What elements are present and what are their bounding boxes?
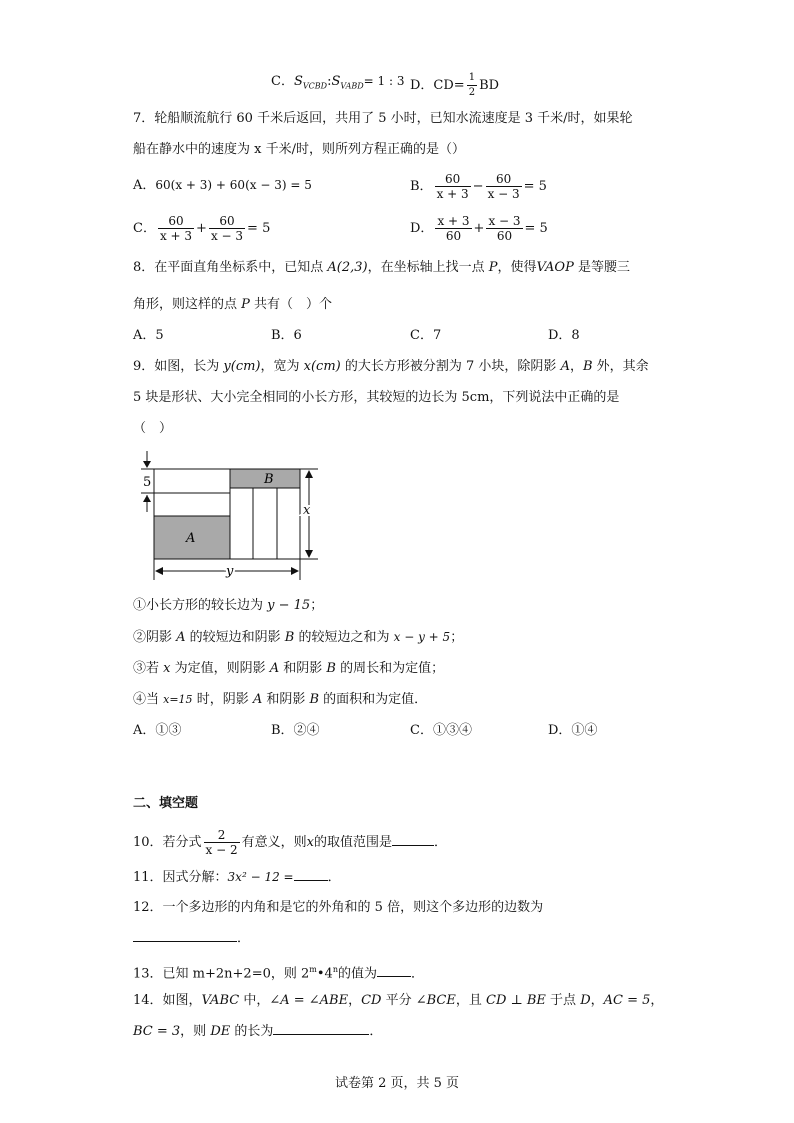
q9-s1a: 9．如图，长为 bbox=[133, 359, 224, 374]
q7-b-eq: = 5 bbox=[523, 179, 547, 194]
q9-vert-rect-1 bbox=[230, 488, 253, 559]
q9-s2-A: A bbox=[176, 630, 186, 645]
q7-d-label: D． bbox=[410, 221, 434, 236]
q9-stem-line3: （ ） bbox=[133, 421, 173, 436]
q9-small-rect-1 bbox=[154, 469, 230, 493]
q14-d: 平分 bbox=[381, 993, 416, 1008]
q9-s4-a: ④当 bbox=[133, 692, 164, 707]
q14-g: ， bbox=[590, 993, 604, 1008]
q12-line2 bbox=[133, 929, 250, 949]
q9-s2-d: ； bbox=[450, 630, 464, 645]
q14-b: 中， bbox=[239, 993, 270, 1008]
q12-answer-blank[interactable] bbox=[133, 929, 237, 942]
q7-c-den1: x + 3 bbox=[159, 229, 193, 243]
q9-label-a: A bbox=[186, 531, 196, 546]
q6-d-den: 2 bbox=[468, 87, 476, 98]
q7-c-eq: = 5 bbox=[247, 221, 271, 236]
q14-cd: CD bbox=[361, 993, 382, 1008]
q8-s1c: ，使得 bbox=[497, 260, 537, 275]
q14-i: ，则 bbox=[180, 1024, 211, 1039]
page-footer: 试卷第 2 页，共 5 页 bbox=[334, 1076, 460, 1091]
q11 bbox=[133, 867, 341, 888]
q9-comma: ， bbox=[569, 359, 583, 374]
q7-d-eq: = 5 bbox=[524, 221, 548, 236]
q7-b-den1: x + 3 bbox=[436, 187, 469, 201]
q6-d-label: D．CD= bbox=[410, 78, 465, 93]
q10-b: 有意义，则 bbox=[241, 835, 307, 850]
q9-s2-B: B bbox=[284, 630, 295, 645]
q7-d-den1: 60 bbox=[445, 229, 462, 243]
q9-s3-b: 为定值，则阴影 bbox=[170, 661, 270, 676]
q7-d-op: + bbox=[473, 221, 485, 236]
q9-statement-2 bbox=[133, 627, 463, 648]
q9-option-c[interactable]: C．①③④ bbox=[410, 723, 472, 738]
q9-x-unit: x(cm) bbox=[303, 359, 341, 374]
q7-stem-line1: 7．轮船顺流航行 60 千米后返回，共用了 5 小时，已知水流速度是 3 千米/时，如果轮 bbox=[133, 111, 633, 126]
q8-s1a: 8．在平面直角坐标系中，已知点 bbox=[133, 260, 328, 275]
q9-vert-rect-2 bbox=[253, 488, 277, 559]
q7-c-op: + bbox=[196, 221, 207, 236]
q8-option-b[interactable]: B．6 bbox=[271, 328, 302, 343]
q7-b-num1: 60 bbox=[435, 172, 471, 187]
q10 bbox=[133, 828, 447, 857]
q6-c-s2-sub: VABD bbox=[340, 81, 364, 91]
q9-label-b: B bbox=[264, 472, 274, 487]
q9-y-arrowhead-left bbox=[155, 567, 163, 575]
q14-end: ． bbox=[369, 1024, 383, 1039]
q10-answer-blank[interactable] bbox=[392, 833, 434, 846]
q7-b-num2: 60 bbox=[486, 172, 522, 187]
q14-h: ， bbox=[650, 993, 664, 1008]
q14-ac: AC = 5 bbox=[603, 993, 651, 1008]
q7-d-num1: x + 3 bbox=[437, 214, 470, 228]
q14-c: ， bbox=[348, 993, 362, 1008]
q9-s3-A: A bbox=[269, 661, 280, 676]
q9-s3-B: B bbox=[326, 661, 336, 676]
q9-y-unit: y(cm) bbox=[223, 359, 261, 374]
q7-a-expr: 60(x + 3) + 60(x − 3) = 5 bbox=[155, 178, 312, 192]
q9-small-rect-2 bbox=[154, 493, 230, 516]
q9-x-arrowhead-up bbox=[305, 470, 313, 478]
q9-s4-A: A bbox=[252, 692, 263, 707]
q6-d-num: 1 bbox=[467, 71, 477, 86]
q9-statement-1 bbox=[133, 596, 323, 616]
q9-option-a[interactable]: A．①③ bbox=[133, 723, 182, 738]
q9-s1c: 的大长方形被分割为 7 小块，除阴影 bbox=[340, 359, 561, 374]
q9-s1-a: ①小长方形的较长边为 bbox=[133, 598, 268, 613]
q9-statement-3 bbox=[133, 659, 444, 679]
q9-s2-c: 的较短边之和为 bbox=[294, 630, 394, 645]
q9-s2-a: ②阴影 bbox=[133, 630, 177, 645]
q9-s1-b: ； bbox=[310, 598, 324, 613]
q7-stem-line2: 船在静水中的速度为 x 千米/时，则所列方程正确的是（） bbox=[133, 142, 465, 157]
q8-option-d[interactable]: D．8 bbox=[548, 328, 580, 343]
q8-s1b: ，在坐标轴上找一点 bbox=[367, 260, 489, 275]
q9-s4-cond: x=15 bbox=[163, 693, 193, 706]
q11-answer-blank[interactable] bbox=[294, 868, 328, 881]
q9-y-arrowhead-right bbox=[291, 567, 299, 575]
q6-c-s1-sub: VCBD bbox=[302, 81, 328, 91]
q9-label-5: 5 bbox=[143, 475, 152, 490]
q6-c-s1: S bbox=[293, 74, 303, 89]
q7-c-label: C． bbox=[133, 221, 156, 236]
q8-option-a[interactable]: A．5 bbox=[133, 328, 164, 343]
q14-angle: ∠A = ∠ABE bbox=[269, 993, 349, 1008]
q10-end: ． bbox=[434, 835, 448, 850]
q7-c-den2: x − 3 bbox=[210, 229, 244, 243]
q9-A: A bbox=[560, 359, 570, 374]
q9-s3-x: x bbox=[163, 661, 171, 676]
q7-d-num2: x − 3 bbox=[488, 214, 521, 228]
q6-c-ratio: = 1 : 3 bbox=[363, 74, 405, 88]
q10-num: 2 bbox=[204, 828, 240, 843]
q9-label-x: x bbox=[303, 503, 311, 518]
q9-s2-b: 的较短边和阴影 bbox=[185, 630, 285, 645]
q11-expr: 3x² − 12 = bbox=[227, 870, 294, 884]
q14-e: ，且 bbox=[455, 993, 487, 1008]
q7-c-num1: 60 bbox=[158, 214, 194, 229]
q9-s1-expr: y − 15 bbox=[267, 598, 311, 613]
q11-a: 11．因式分解： bbox=[133, 870, 228, 885]
q9-s3-a: ③若 bbox=[133, 661, 164, 676]
q7-d-den2: 60 bbox=[496, 229, 513, 243]
q8-tri: VAOP bbox=[536, 260, 574, 275]
q8-point: A(2,3) bbox=[327, 260, 368, 275]
q9-arrowhead-down bbox=[143, 461, 151, 468]
q9-statement-4 bbox=[133, 690, 427, 710]
q14-bc: BC = 3 bbox=[133, 1024, 181, 1039]
q14-j: 的长为 bbox=[230, 1024, 274, 1039]
q14-a: 14．如图， bbox=[133, 993, 202, 1008]
q8-s2b: 共有（ ）个 bbox=[249, 297, 333, 312]
q14-tri: VABC bbox=[201, 993, 240, 1008]
q14-perp: CD ⊥ BE bbox=[486, 993, 546, 1008]
q9-s4-c: 和阴影 bbox=[262, 692, 310, 707]
q9-s1d: 外，其余 bbox=[592, 359, 649, 374]
q9-vert-rect-3 bbox=[277, 488, 300, 559]
q9-s4-d: 的面积和为定值． bbox=[319, 692, 428, 707]
q9-label-y: y bbox=[226, 564, 234, 579]
q9-option-b[interactable]: B．②④ bbox=[271, 723, 320, 738]
q7-b-label: B． bbox=[410, 179, 433, 194]
q9-s4-b: 时，阴影 bbox=[192, 692, 253, 707]
q6-c-s2: S bbox=[331, 74, 341, 89]
q13-end: ． bbox=[411, 966, 425, 982]
q14-D: D bbox=[580, 993, 591, 1008]
q7-c-num2: 60 bbox=[209, 214, 245, 229]
q9-x-arrowhead-down bbox=[305, 550, 313, 558]
q8-P: P bbox=[488, 260, 498, 275]
q8-s2a: 角形，则这样的点 bbox=[133, 297, 242, 312]
q9-s2-expr: x − y + 5 bbox=[393, 630, 451, 644]
q13-b: •4 bbox=[316, 966, 333, 982]
q14-bce: ∠BCE bbox=[415, 993, 456, 1008]
q13-c: 的值为 bbox=[337, 966, 377, 982]
q14-answer-blank[interactable] bbox=[273, 1022, 369, 1035]
q12-line1: 12．一个多边形的内角和是它的外角和的 5 倍，则这个多边形的边数为 bbox=[133, 900, 544, 915]
q10-c: 的取值范围是 bbox=[314, 835, 393, 850]
q7-b-op: − bbox=[472, 179, 484, 194]
q14-f: 于点 bbox=[545, 993, 581, 1008]
q14-line1 bbox=[133, 991, 663, 1011]
q9-s3-d: 的周长和为定值； bbox=[335, 661, 445, 676]
q13 bbox=[133, 960, 424, 984]
q6-d-tail: BD bbox=[479, 78, 500, 93]
section-title: 二、填空题 bbox=[133, 796, 199, 811]
q13-sup: m bbox=[309, 965, 317, 974]
q8-s2-P: P bbox=[241, 297, 250, 312]
q9-B: B bbox=[582, 359, 593, 374]
q14-de: DE bbox=[210, 1024, 231, 1039]
q9-arrowhead-up bbox=[143, 495, 151, 502]
q7-b-den2: x − 3 bbox=[487, 187, 520, 201]
q13-sup2: n bbox=[332, 965, 338, 974]
q10-x: x bbox=[306, 835, 314, 850]
q9-stem-line2: 5 块是形状、大小完全相同的小长方形，其较短的边长为 5cm，下列说法中正确的是 bbox=[133, 390, 620, 405]
q10-a: 10．若分式 bbox=[133, 835, 202, 850]
q6-c-label: C． bbox=[271, 74, 294, 89]
q10-den: x − 2 bbox=[205, 843, 238, 857]
q14-line2 bbox=[133, 1022, 382, 1042]
q9-option-d[interactable]: D．①④ bbox=[548, 723, 598, 738]
q9-s3-c: 和阴影 bbox=[279, 661, 327, 676]
q12-end: ． bbox=[237, 931, 251, 946]
q7-a-label: A． bbox=[133, 178, 156, 193]
q9-s1b: ，宽为 bbox=[260, 359, 304, 374]
q6-c-colon: : bbox=[327, 74, 332, 89]
q13-answer-blank[interactable] bbox=[377, 964, 411, 977]
q11-end: ． bbox=[327, 870, 341, 885]
q9-s4-B: B bbox=[309, 692, 320, 707]
q13-a: 13．已知 m+2n+2=0，则 2 bbox=[133, 966, 310, 982]
q8-option-c[interactable]: C．7 bbox=[410, 328, 442, 343]
q8-s1d: 是等腰三 bbox=[573, 260, 630, 275]
